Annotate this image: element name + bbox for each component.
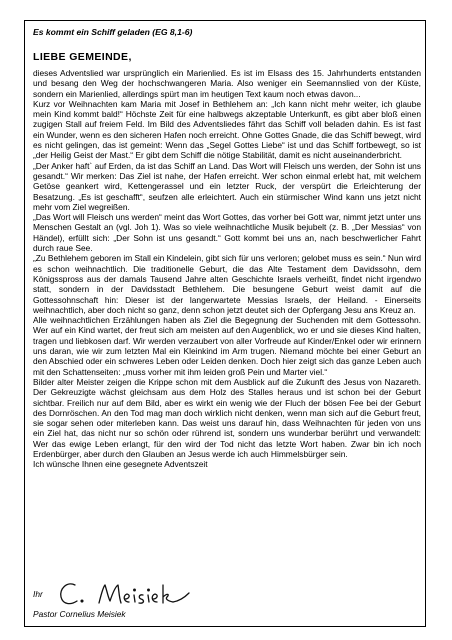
handwritten-signature [55,577,205,611]
paragraph: „Das Wort will Fleisch uns werden“ meint das Wort Gottes, das vorher bei Gott war, nimmt jetzt unter uns Menschen Gestalt an (vgl. Joh 1). Was so viele weihnachtliche Musik bejubelt (z. B. „Der Messias“ von Händel), erfüllt sich: „Der Sohn ist uns gesandt.“ Gott kommt bei uns an, nach beschwerlicher Fahrt durch raue See. [33,212,421,254]
article-frame [24,20,426,627]
closing-line: Ich wünsche Ihnen eine gesegnete Adventszeit [33,459,208,470]
article-title: Es kommt ein Schiff geladen (EG 8,1-6) [33,27,193,37]
article-body [33,68,421,470]
paragraph: dieses Adventslied war ursprünglich ein Marienlied. Es ist im Elsass des 15. Jahrhunderts entstanden und besang den Weg der hochschwangeren Maria. Also weniger ein Seemannslied von der Küste, sondern ein Marienlied, allerdings spürt man im heutigen Text kaum noch etwas davon... [33,68,421,99]
paragraph: „Der Anker haft` auf Erden, da ist das Schiff an Land. Das Wort will Fleisch uns werden, der Sohn ist uns gesandt.“ Wir merken: Das Ziel ist nahe, der Hafen erreicht. Wer schon einmal erlebt hat, mit welchem Getöse geankert wird, Kettengerassel und ein letzter Ruck, der verspürt die Erleichterung der Besatzung. „Es ist geschafft“, seufzen alle erleichtert. Auch ein stürmischer Wind kann uns jetzt nicht mehr vom Ziel wegreißen. [33,160,421,212]
signature-block [33,583,233,607]
signature-prefix: Ihr [33,589,43,599]
greeting-heading: LIEBE GEMEINDE, [33,51,132,63]
author-name: Pastor Cornelius Meisiek [33,609,126,619]
paragraph: Kurz vor Weihnachten kam Maria mit Josef in Bethlehem an: „Ich kann nicht mehr weiter, ich glaube mein Kind kommt bald!“ Höchste Zeit für eine halbwegs akzeptable Unterkunft, es gibt aber bloß einen zugigen Stall auf freiem Feld. Im Bild des Adventsliedes fährt das Schiff voll beladen dahin. Es ist fast ein Wunder, wenn es den sicheren Hafen noch erreicht. Ohne Gottes Gnade, die das Schiff bewegt, wird es nicht gelingen, das ist gemeint: Wenn das „Segel Gottes Liebe“ ist und das Schiff fortbewegt, so ist „der Heilig Geist der Mast.“ Er gibt dem Schiff die nötige Stabilität, damit es nicht auseinanderbricht. [33,98,421,161]
paragraph: Alle weihnachtlichen Erzählungen haben als Ziel die Begegnung der Suchenden mit dem Gottessohn. Wer auf ein Kind wartet, der freut sich am meisten auf den Augenblick, wo er und sie dieses Kind halten, tragen und liebkosen darf. Wir werden verzaubert von aller Vorfreude auf Kinder/Enkel oder wir erinnern uns daran, wie wir zum letzten Mal ein Kleinkind im Arm trugen. Niemand möchte bei einer Geburt an den Abschied oder ein schweres Leben oder Leiden denken. Doch hier zeigt sich das ganze Leben auch mit den Schattenseiten: „muss vorher mit ihm leiden groß Pein und Marter viel.“ [33,315,421,377]
paragraph: „Zu Bethlehem geboren im Stall ein Kindelein, gibt sich für uns verloren; gelobet muss es sein.“ Nun wird es schon weihnachtlich. Die traditionelle Geburt, die das Alte Testament dem Davidssohn, dem Königsspross aus der damals Tausend Jahre alten Geschichte Israels verheißt, findet nicht irgendwo statt, sondern in der Davidsstadt Bethlehem. Die besungene Geburt weist damit auf die Gottessohnschaft hin: Dieser ist der langerwartete Messias Israels, der Heiland. - Einerseits weihnachtlich, aber doch nicht so ganz, denn schon jetzt deutet sich der Opfergang Jesu ans Kreuz an. [33,253,421,315]
paragraph: Bilder alter Meister zeigen die Krippe schon mit dem Ausblick auf die Zukunft des Jesus von Nazareth. Der Gekreuzigte wächst gleichsam aus dem Holz des Stalles heraus und ist schon bei der Geburt sichtbar. Freilich nur auf dem Bild, aber es wirkt ein wenig wie der Fluch der bösen Fee bei der Geburt des Dornröschen. An den Tod mag man doch wirklich nicht denken, wenn man sich auf die Geburt freut, sie sogar sehen oder miterleben kann. Das weist uns darauf hin, dass Weihnachten für jeden von uns ein Ziel hat, das nicht nur so schön oder rührend ist, sondern uns wunderbar berührt und verwandelt: Wer das ewige Leben erlangt, für den wird der Tod nicht das letzte Wort haben. Zwar bin ich noch Erdenbürger, aber durch den Glauben an Jesus werde ich auch Himmelsbürger sein. [33,376,421,459]
